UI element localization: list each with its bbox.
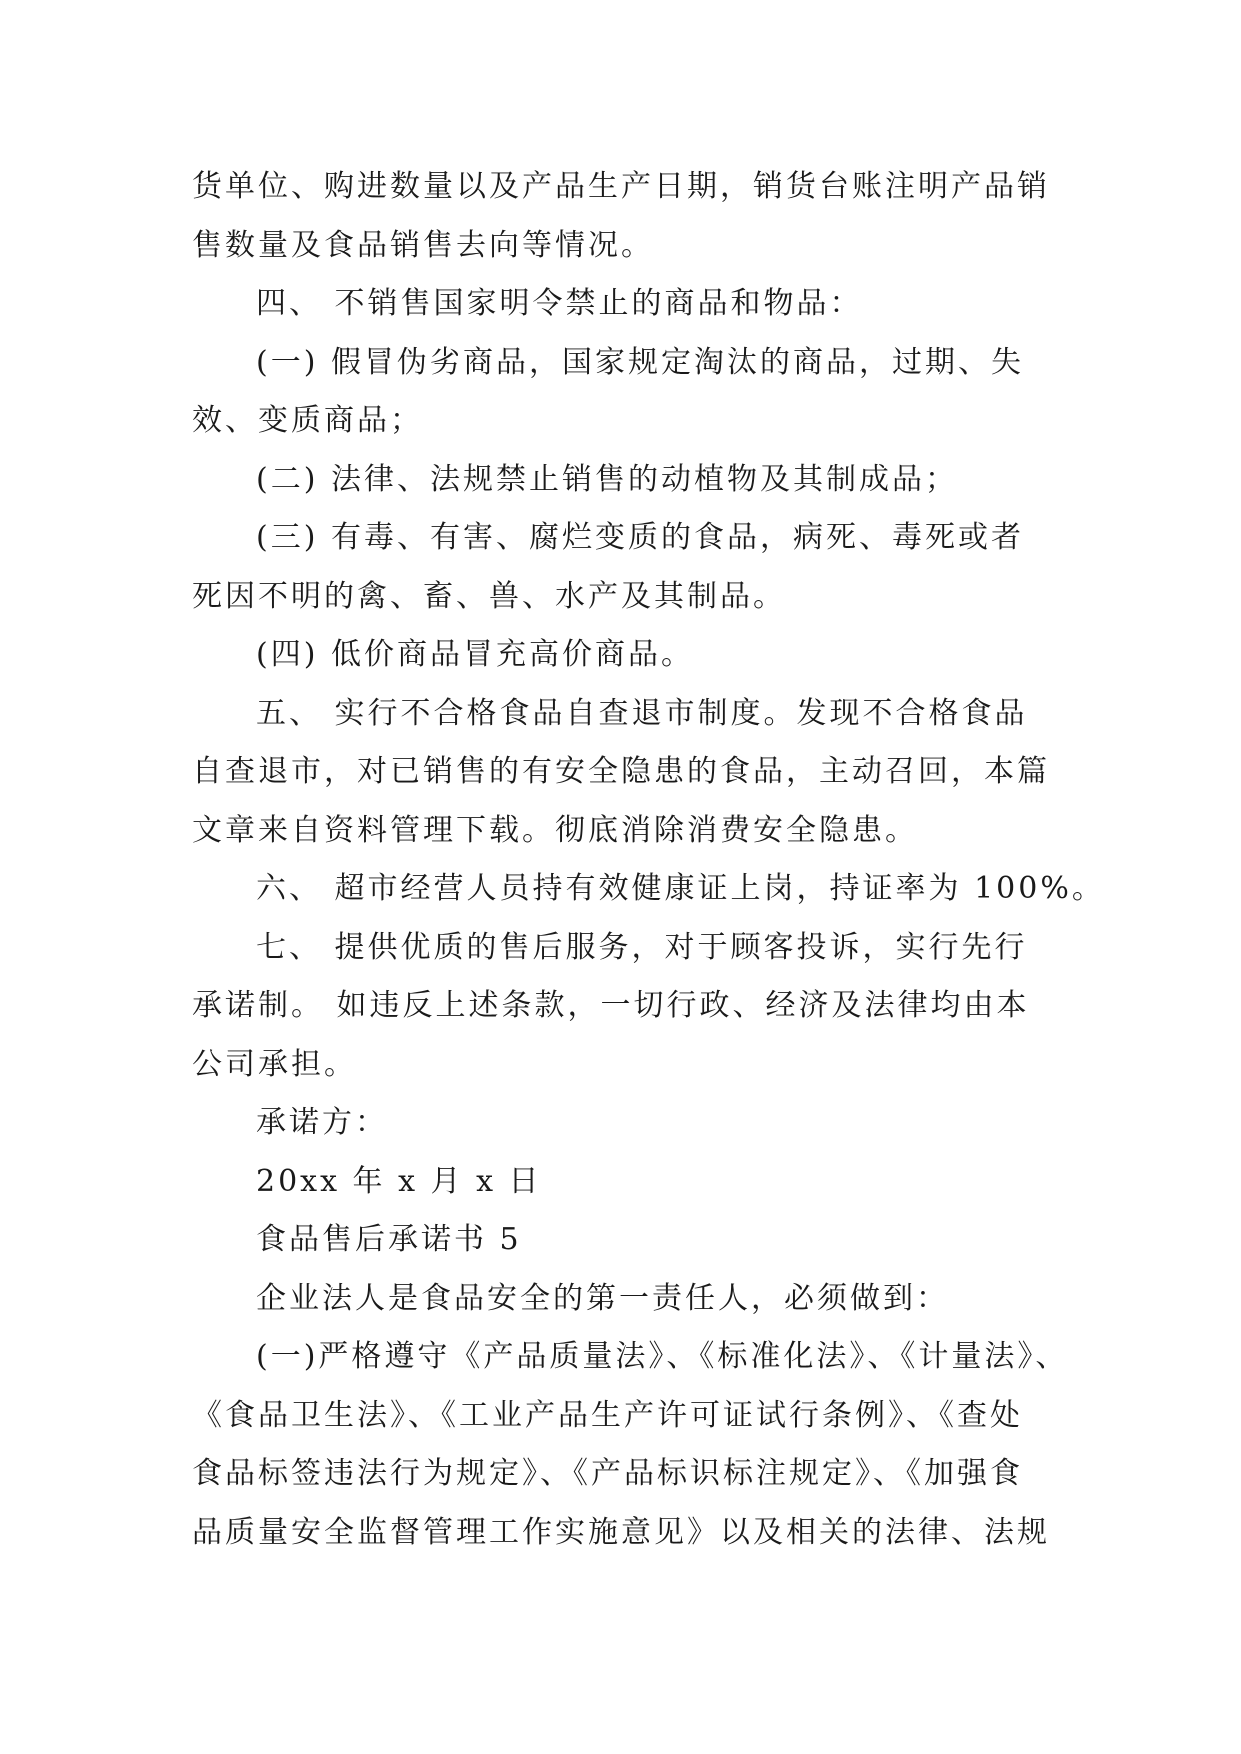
text-line: (四) 低价商品冒充高价商品。 — [256, 637, 694, 672]
text-line: 六、 超市经营人员持有效健康证上岗，持证率为 100%。 — [256, 871, 1105, 906]
text-line: 四、 不销售国家明令禁止的商品和物品： — [256, 286, 863, 321]
text-line: 七、 提供优质的售后服务，对于顾客投诉，实行先行 — [256, 929, 1028, 965]
text-line: 自查退市，对已销售的有安全隐患的食品，主动召回，本篇 — [192, 754, 1050, 789]
text-line: 《食品卫生法》、《工业产品生产许可证试行条例》、《查处 — [192, 1397, 1023, 1433]
text-line: 文章来自资料管理下载。彻底消除消费安全隐患。 — [192, 812, 918, 848]
text-line: (二) 法律、法规禁止销售的动植物及其制成品； — [256, 461, 958, 497]
signatory-label: 承诺方： — [256, 1105, 388, 1140]
text-line: (三) 有毒、有害、腐烂变质的食品，病死、毒死或者 — [256, 520, 1024, 555]
document-body — [192, 158, 1105, 1562]
section-title: 食品售后承诺书 5 — [256, 1222, 522, 1257]
text-line: 五、 实行不合格食品自查退市制度。发现不合格食品 — [256, 695, 1028, 731]
text-line: 售数量及食品销售去向等情况。 — [192, 227, 654, 263]
text-line: 承诺制。 如违反上述条款，一切行政、经济及法律均由本 — [192, 988, 1030, 1023]
text-line: 效、变质商品； — [192, 403, 423, 438]
text-line: 企业法人是食品安全的第一责任人，必须做到： — [256, 1280, 949, 1316]
text-line: 品质量安全监督管理工作实施意见》以及相关的法律、法规 — [192, 1514, 1050, 1550]
text-line: 公司承担。 — [192, 1046, 357, 1082]
text-line: 食品标签违法行为规定》、《产品标识标注规定》、《加强食 — [192, 1456, 1023, 1491]
date-line: 20xx 年 x 月 x 日 — [256, 1163, 542, 1199]
text-line: (一) 假冒伪劣商品，国家规定淘汰的商品，过期、失 — [256, 344, 1024, 380]
text-line: 货单位、购进数量以及产品生产日期，销货台账注明产品销 — [192, 169, 1050, 204]
text-line: 死因不明的禽、畜、兽、水产及其制品。 — [192, 578, 786, 614]
text-line: (一)严格遵守《产品质量法》、《标准化法》、《计量法》、 — [256, 1339, 1069, 1374]
